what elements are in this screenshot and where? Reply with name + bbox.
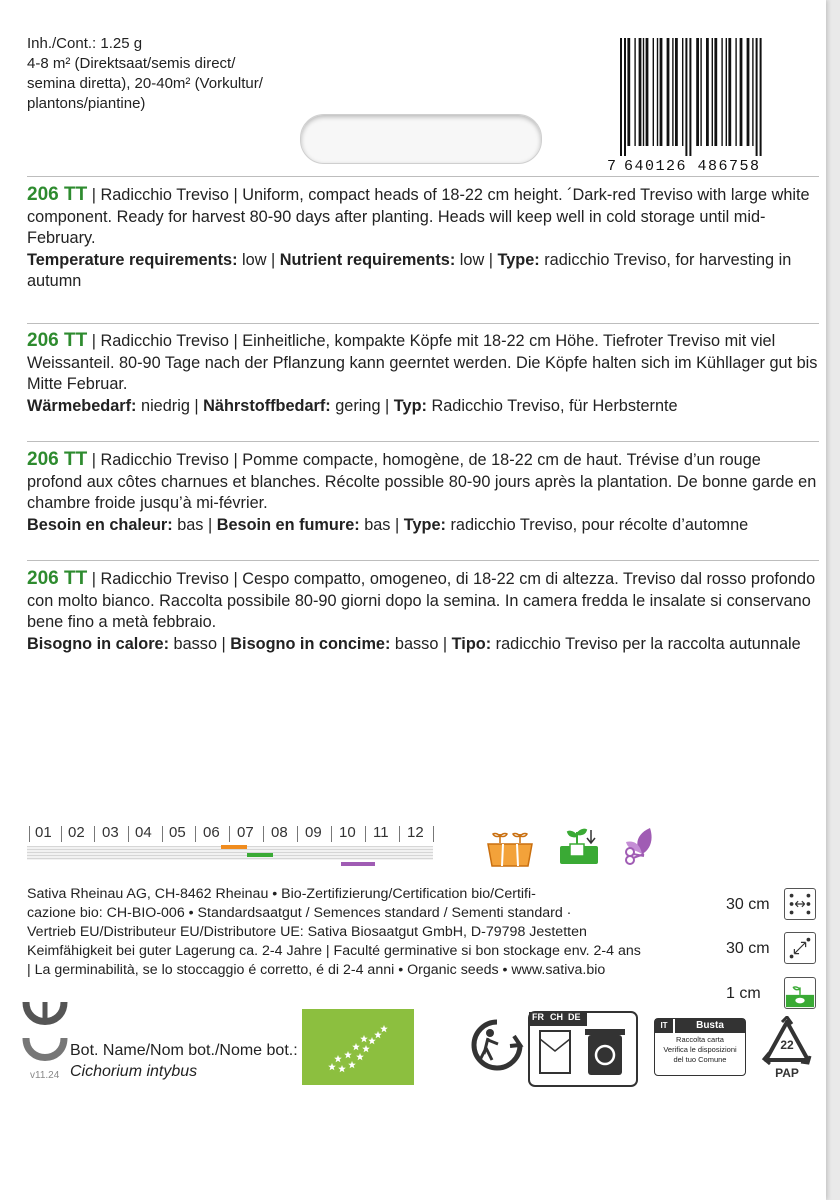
month-label: 01 <box>35 824 52 841</box>
description-de <box>27 330 819 417</box>
month-divider <box>195 826 196 842</box>
req-label: Type: <box>403 515 446 534</box>
variety-code: 206 TT <box>27 568 88 589</box>
description-fr <box>27 449 819 536</box>
description-text: | Radicchio Treviso | Pomme compacte, homogène, de 18-22 cm de haut. Trévise d’un rouge profond aux côtes charnues et blanches. Récolte possible 80-90 jours après la plantation. De bonne garde en chambre froide jusqu’à mi-février. <box>27 451 817 512</box>
content-line: semina diretta), 20-40m² (Vorkultur/ <box>27 75 263 92</box>
sorting-info-fr-ch-de <box>528 1011 638 1087</box>
eu-organic-leaf-icon <box>302 1009 414 1085</box>
botanical-name <box>70 1040 298 1082</box>
divider <box>27 323 819 324</box>
barcode-bar <box>721 38 722 146</box>
barcode-bar <box>747 38 750 146</box>
sowing-depth <box>700 977 820 1009</box>
content-line: plantons/piantine) <box>27 95 146 112</box>
month-divider <box>365 826 366 842</box>
eu-star <box>328 1063 336 1070</box>
month-label: 11 <box>373 824 389 841</box>
company-line: | La germinabilità, se lo stoccaggio é corretto, é di 2-4 anni • Organic seeds • www.sativa.bio <box>27 962 606 978</box>
barcode-bar <box>620 38 622 156</box>
latin-name: Cichorium intybus <box>70 1063 198 1080</box>
month-divider <box>331 826 332 842</box>
description-en <box>27 184 819 293</box>
sowing-period-bar <box>221 845 247 849</box>
barcode-bar <box>643 38 644 146</box>
plant-spacing-value: 30 cm <box>726 940 770 957</box>
description-it <box>27 568 819 655</box>
eu-star <box>374 1031 382 1038</box>
row-spacing-icon <box>784 888 816 920</box>
barcode-bar <box>682 38 683 146</box>
req-value: radicchio Treviso, pour récolte d’automne <box>445 515 749 534</box>
busta-sorting-label <box>654 1018 746 1076</box>
variety-code: 206 TT <box>27 184 88 205</box>
variety-code: 206 TT <box>27 449 88 470</box>
barcode-digits: 640126 486758 <box>624 158 761 175</box>
country-ch: CH <box>550 1012 563 1022</box>
botanical-label: Bot. Name/Nom bot./Nome bot.: <box>70 1042 298 1059</box>
month-divider <box>162 826 163 842</box>
barcode-bar <box>696 38 699 146</box>
barcode-bar <box>627 38 630 146</box>
busta-line: Raccolta carta <box>676 1035 724 1044</box>
row-spacing-value: 30 cm <box>726 896 770 913</box>
company-line: Keimfähigkeit bei guter Lagerung ca. 2-4 Jahre | Faculté germinative si bon stockage env. 2-4 ans <box>27 943 641 959</box>
month-label: 09 <box>305 824 322 841</box>
sorting-box <box>528 1011 638 1087</box>
barcode-bar <box>634 38 635 146</box>
eu-star <box>348 1061 356 1068</box>
req-label: Type: <box>497 250 540 269</box>
barcode-bars <box>602 38 820 156</box>
plant-spacing <box>700 932 820 964</box>
pap-number: 22 <box>780 1038 794 1052</box>
busta-title: Busta <box>675 1019 745 1033</box>
req-value: basso | <box>169 634 231 653</box>
triman-recycling-icon <box>470 1018 524 1072</box>
pap-recycling-mark <box>758 1016 816 1082</box>
req-value: radicchio Treviso, for harvesting in autumn <box>27 250 792 290</box>
month-divider <box>297 826 298 842</box>
month-label: 06 <box>203 824 220 841</box>
country-fr: FR <box>532 1012 544 1022</box>
barcode-bar <box>689 38 691 156</box>
row-spacing <box>700 888 820 920</box>
barcode-bar <box>712 38 713 146</box>
eu-star <box>362 1045 370 1052</box>
barcode-bar <box>672 38 673 146</box>
company-line: Sativa Rheinau AG, CH-8462 Rheinau • Bio-Zertifizierung/Certification bio/Certifi- <box>27 886 536 902</box>
barcode-bar <box>728 38 731 146</box>
req-value: radicchio Treviso per la raccolta autunnale <box>491 634 801 653</box>
req-value: bas | <box>359 515 404 534</box>
eu-star <box>368 1037 376 1044</box>
month-label: 08 <box>271 824 288 841</box>
description-text: | Radicchio Treviso | Cespo compatto, omogeneo, di 18-22 cm di altezza. Treviso dal rosso profondo con molto bianco. Raccolta possibile 80-90 giorni dopo la semina. In camera fredda le insalate si conservano bene fino a metà febbraio. <box>27 570 816 631</box>
req-label: Besoin en fumure: <box>216 515 360 534</box>
month-label: 04 <box>135 824 152 841</box>
harvest-icon <box>620 822 666 870</box>
barcode-bar <box>667 38 670 146</box>
barcode-bar <box>706 38 709 146</box>
busta-line: Verifica le disposizioni <box>663 1045 737 1054</box>
req-label: Wärmebedarf: <box>27 396 137 415</box>
busta-line: del tuo Comune <box>673 1055 727 1064</box>
description-text: | Radicchio Treviso | Einheitliche, kompakte Köpfe mit 18-22 cm Höhe. Tiefroter Treviso mit viel Weissanteil. 80-90 Tage nach der Pflanzung kann geerntet werden. Die Köpfe halten sich im Kühllager gut bis Mitte Februar. <box>27 332 818 393</box>
planting-icon <box>556 822 602 870</box>
eu-star <box>338 1065 346 1072</box>
month-divider <box>399 826 400 842</box>
barcode-bar <box>700 38 701 146</box>
pap-label: PAP <box>775 1066 799 1080</box>
barcode-bar <box>752 38 753 146</box>
req-value: niedrig | <box>136 396 204 415</box>
req-label: Tipo: <box>451 634 492 653</box>
sowing-trays-icon <box>484 826 536 870</box>
month-divider <box>29 826 30 842</box>
barcode-bar <box>760 38 762 156</box>
divider <box>27 560 819 561</box>
month-label: 03 <box>102 824 119 841</box>
req-label: Temperature requirements: <box>27 250 238 269</box>
eu-star <box>344 1051 352 1058</box>
sowing-depth-icon <box>784 977 816 1009</box>
variety-code: 206 TT <box>27 330 88 351</box>
month-divider <box>61 826 62 842</box>
divider <box>27 441 819 442</box>
eu-star <box>334 1055 342 1062</box>
barcode-bar <box>685 38 687 156</box>
barcode <box>602 38 820 175</box>
fork-mark-icon <box>22 998 68 1070</box>
barcode-bar <box>714 38 717 146</box>
plant-spacing-icon <box>784 932 816 964</box>
req-value: Radicchio Treviso, für Herbsternte <box>426 396 678 415</box>
month-label: 02 <box>68 824 85 841</box>
harvest-period-bar <box>341 862 375 866</box>
country-it: IT <box>655 1019 673 1033</box>
req-value: gering | <box>330 396 394 415</box>
month-divider <box>128 826 129 842</box>
req-label: Bisogno in concime: <box>230 634 391 653</box>
req-value: basso | <box>390 634 452 653</box>
company-line: Vertrieb EU/Distributeur EU/Distributore UE: Sativa Biosaatgut GmbH, D-79798 Jestetten <box>27 924 587 940</box>
barcode-bar <box>740 38 743 146</box>
hang-hole <box>300 114 542 164</box>
month-divider <box>263 826 264 842</box>
company-info <box>27 885 667 980</box>
description-text: | Radicchio Treviso | Uniform, compact heads of 18-22 cm height. ´Dark-red Treviso with large white component. Ready for harvest 80-90 days after planting. Heads will keep well in cold storage until mid-February. <box>27 186 810 247</box>
eu-star <box>380 1025 388 1032</box>
eu-organic-logo <box>302 1009 414 1085</box>
sowing-depth-value: 1 cm <box>726 985 761 1002</box>
month-divider <box>94 826 95 842</box>
planting-period-bar <box>247 853 273 857</box>
barcode-bar <box>660 38 663 146</box>
eu-star <box>356 1053 364 1060</box>
req-label: Nutrient requirements: <box>279 250 456 269</box>
month-label: 07 <box>237 824 254 841</box>
eu-star <box>360 1035 368 1042</box>
content-info <box>27 34 297 114</box>
barcode-bar <box>735 38 736 146</box>
req-value: low | <box>455 250 498 269</box>
req-label: Bisogno in calore: <box>27 634 170 653</box>
req-value: bas | <box>172 515 217 534</box>
barcode-bar <box>639 38 642 146</box>
month-divider <box>229 826 230 842</box>
barcode-lead-digit: 7 <box>607 158 618 175</box>
req-label: Typ: <box>393 396 427 415</box>
barcode-bar <box>675 38 678 146</box>
barcode-bar <box>657 38 658 146</box>
month-divider <box>433 826 434 842</box>
content-line: 4-8 m² (Direktsaat/semis direct/ <box>27 55 236 72</box>
content-line: Inh./Cont.: 1.25 g <box>27 35 143 52</box>
barcode-bar <box>726 38 727 146</box>
cultivation-calendar <box>27 824 437 874</box>
barcode-bar <box>646 38 649 146</box>
req-value: low | <box>237 250 280 269</box>
month-label: 05 <box>169 824 186 841</box>
barcode-bar <box>653 38 654 146</box>
req-label: Nährstoffbedarf: <box>203 396 331 415</box>
version-label: v11.24 <box>30 1070 60 1081</box>
month-label: 10 <box>339 824 356 841</box>
barcode-bar <box>756 38 758 156</box>
barcode-bar <box>624 38 626 156</box>
divider <box>27 176 819 177</box>
month-label: 12 <box>407 824 424 841</box>
eu-star <box>352 1043 360 1050</box>
req-label: Besoin en chaleur: <box>27 515 173 534</box>
company-line: cazione bio: CH-BIO-006 • Standardsaatgut / Semences standard / Sementi standard · <box>27 905 572 921</box>
country-de: DE <box>568 1012 581 1022</box>
